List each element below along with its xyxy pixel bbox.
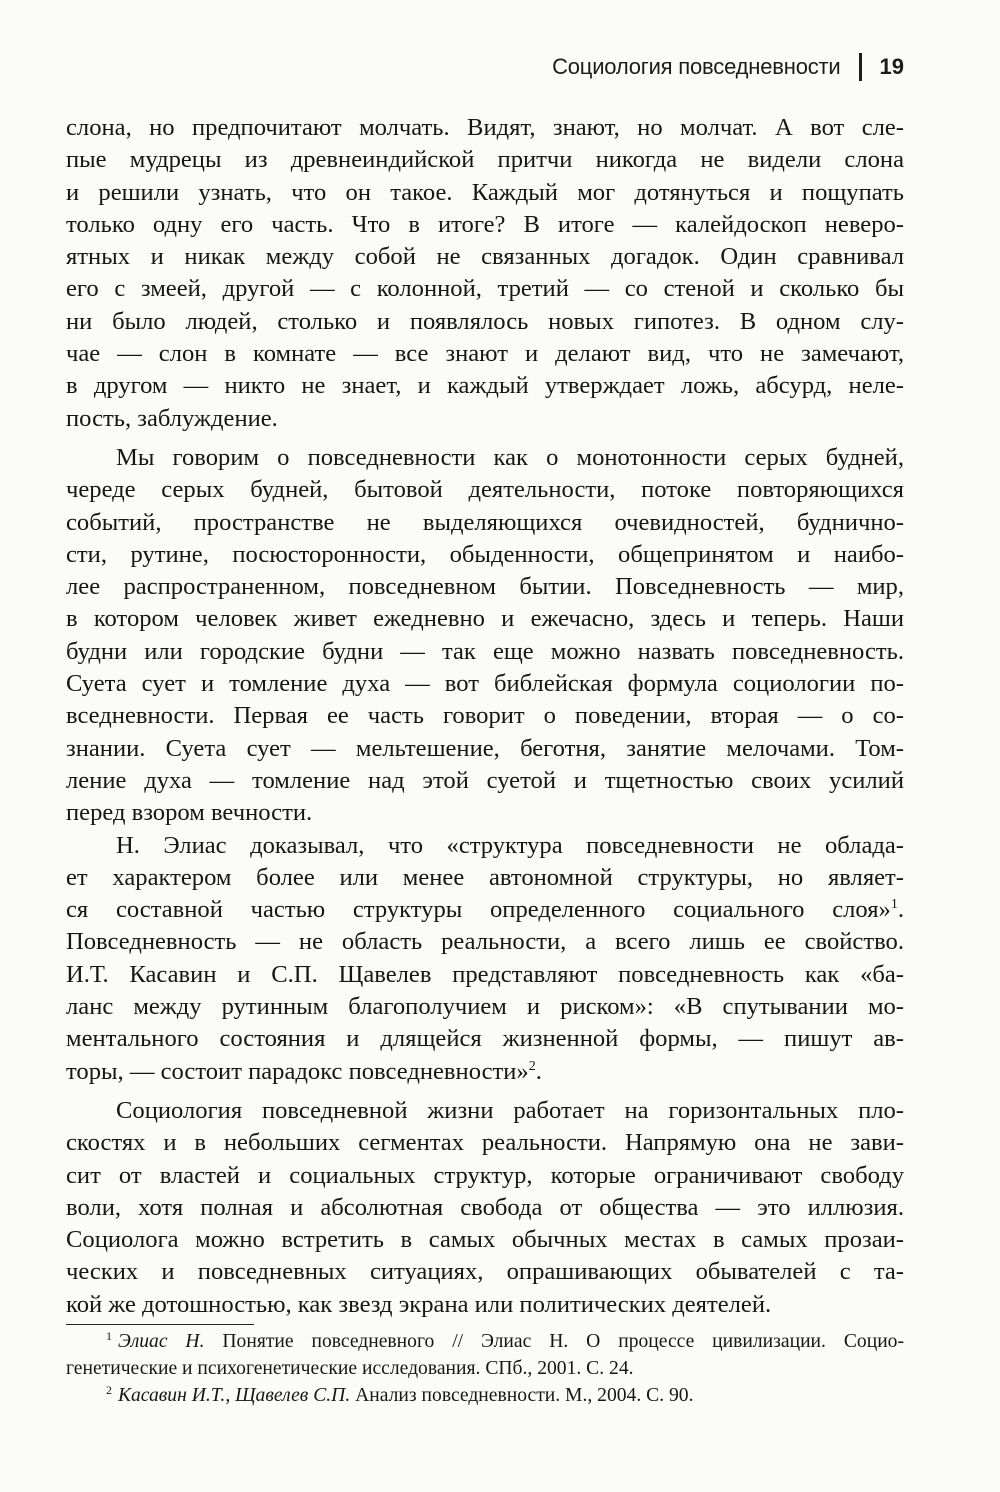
text-line: будни или городские будни — так еще можно назвать повседневность.: [66, 637, 904, 665]
text-line: перед взором вечности.: [66, 799, 313, 827]
text-line: [66, 1056, 904, 1088]
text-line: только одну его часть. Что в итоге? В итоге — калейдоскоп неверо-: [66, 210, 904, 238]
text-line: ческих и повседневных ситуациях, опрашивающих обывателей с та-: [66, 1258, 904, 1286]
footnote-mark: 1: [106, 1329, 112, 1343]
footnote-1: [66, 1328, 904, 1355]
footnote-text: Анализ повседневности. М., 2004. С. 90.: [355, 1385, 694, 1406]
text-line: лее распространенном, повседневном бытии. Повседневность — мир,: [66, 573, 904, 601]
footnote-mark: 2: [106, 1383, 112, 1397]
text-line: ление духа — томление над этой суетой и тщетностью своих усилий: [66, 766, 904, 794]
text-line: в другом — никто не знает, и каждый утверждает ложь, абсурд, неле-: [66, 372, 904, 400]
text-line: его с змеей, другой — с колонной, третий — со стеной и сколько бы: [66, 275, 904, 303]
page-number: 19: [879, 54, 904, 79]
footnote-ref-1: 1: [890, 897, 898, 913]
text-segment: .: [535, 1057, 542, 1085]
footnote-2: [66, 1382, 904, 1409]
text-segment: .: [897, 896, 904, 924]
text-line: пые мудрецы из древнеиндийской притчи никогда не видели слона: [66, 146, 904, 174]
footnotes: [66, 1328, 904, 1409]
text-line: Социология повседневной жизни работает на горизонтальных пло-: [116, 1096, 904, 1124]
text-line: воли, хотя полная и абсолютная свобода от общества — это иллюзия.: [66, 1193, 904, 1221]
text-line: и решили узнать, что он такое. Каждый мог дотянуться и пощупать: [66, 178, 904, 206]
footnote-ref-2: 2: [528, 1058, 536, 1074]
text-line: пость, заблуждение.: [66, 404, 278, 432]
text-line: скостях и в небольших сегментах реальности. Напрямую она не зави-: [66, 1129, 904, 1157]
text-segment: торы, — состоит парадокс повседневности»: [66, 1057, 529, 1085]
text-line: ни было людей, столько и появлялось новых гипотез. В одном слу-: [66, 307, 904, 335]
text-line: сит от властей и социальных структур, которые ограничивают свободу: [66, 1161, 904, 1189]
text-line: Социолога можно встретить в самых обычных местах в самых прозаи-: [66, 1226, 904, 1254]
text-line: слона, но предпочитают молчать. Видят, знают, но молчат. А вот сле-: [66, 114, 904, 141]
footnote-1-cont: генетические и психогенетические исследования. СПб., 2001. С. 24.: [66, 1358, 634, 1379]
text-line: в котором человек живет ежедневно и ежечасно, здесь и теперь. Наши: [66, 605, 904, 633]
text-line: ментального состояния и длящейся жизненной формы, — пишут ав-: [66, 1025, 904, 1053]
running-header: [552, 50, 904, 84]
text-line: ланс между рутинным благополучием и риском»: «В спутывании мо-: [66, 993, 904, 1021]
footnote-author: Элиас Н.: [118, 1331, 205, 1352]
text-line: ятных и никак между собой не связанных догадок. Один сравнивал: [66, 243, 904, 271]
text-segment: ся составной частью структуры определенного социального слоя»: [66, 896, 891, 924]
text-line: ет характером более или менее автономной структуры, но являет-: [66, 863, 904, 891]
text-line: [66, 894, 904, 926]
text-line: чае — слон в комнате — все знают и делают вид, что не замечают,: [66, 340, 904, 368]
text-line: вседневности. Первая ее часть говорит о поведении, вторая — о со-: [66, 702, 904, 730]
footnote-author: Касавин И.Т., Щавелев С.П.: [118, 1385, 351, 1406]
body-text: [66, 112, 904, 1321]
footnote-text: Понятие повседневного // Элиас Н. О процессе цивилизации. Социо-: [222, 1331, 904, 1352]
text-line: событий, пространстве не выделяющихся очевидностей, будничнo-: [66, 508, 904, 536]
header-separator: [859, 53, 862, 81]
text-line: Мы говорим о повседневности как о монотонности серых будней,: [116, 443, 904, 471]
text-line: кой же дотошностью, как звезд экрана или политических деятелей.: [66, 1290, 772, 1318]
text-line: Суета сует и томление духа — вот библейская формула социологии по-: [66, 670, 904, 698]
text-line: Н. Элиас доказывал, что «структура повседневности не облада-: [116, 831, 904, 859]
text-line: сти, рутине, посюсторонности, обыденности, общепринятом и наибо-: [66, 540, 904, 568]
running-header-title: Социология повседневности: [552, 54, 841, 79]
text-line: И.Т. Касавин и С.П. Щавелев представляют повседневность как «ба-: [66, 960, 904, 988]
text-line: череде серых будней, бытовой деятельности, потоке повторяющихся: [66, 476, 904, 504]
footnote-divider: [66, 1324, 254, 1325]
text-line: знании. Суета сует — мельтешение, беготня, занятие мелочами. Том-: [66, 734, 904, 762]
text-line: Повседневность — не область реальности, а всего лишь ее свойство.: [66, 928, 904, 956]
